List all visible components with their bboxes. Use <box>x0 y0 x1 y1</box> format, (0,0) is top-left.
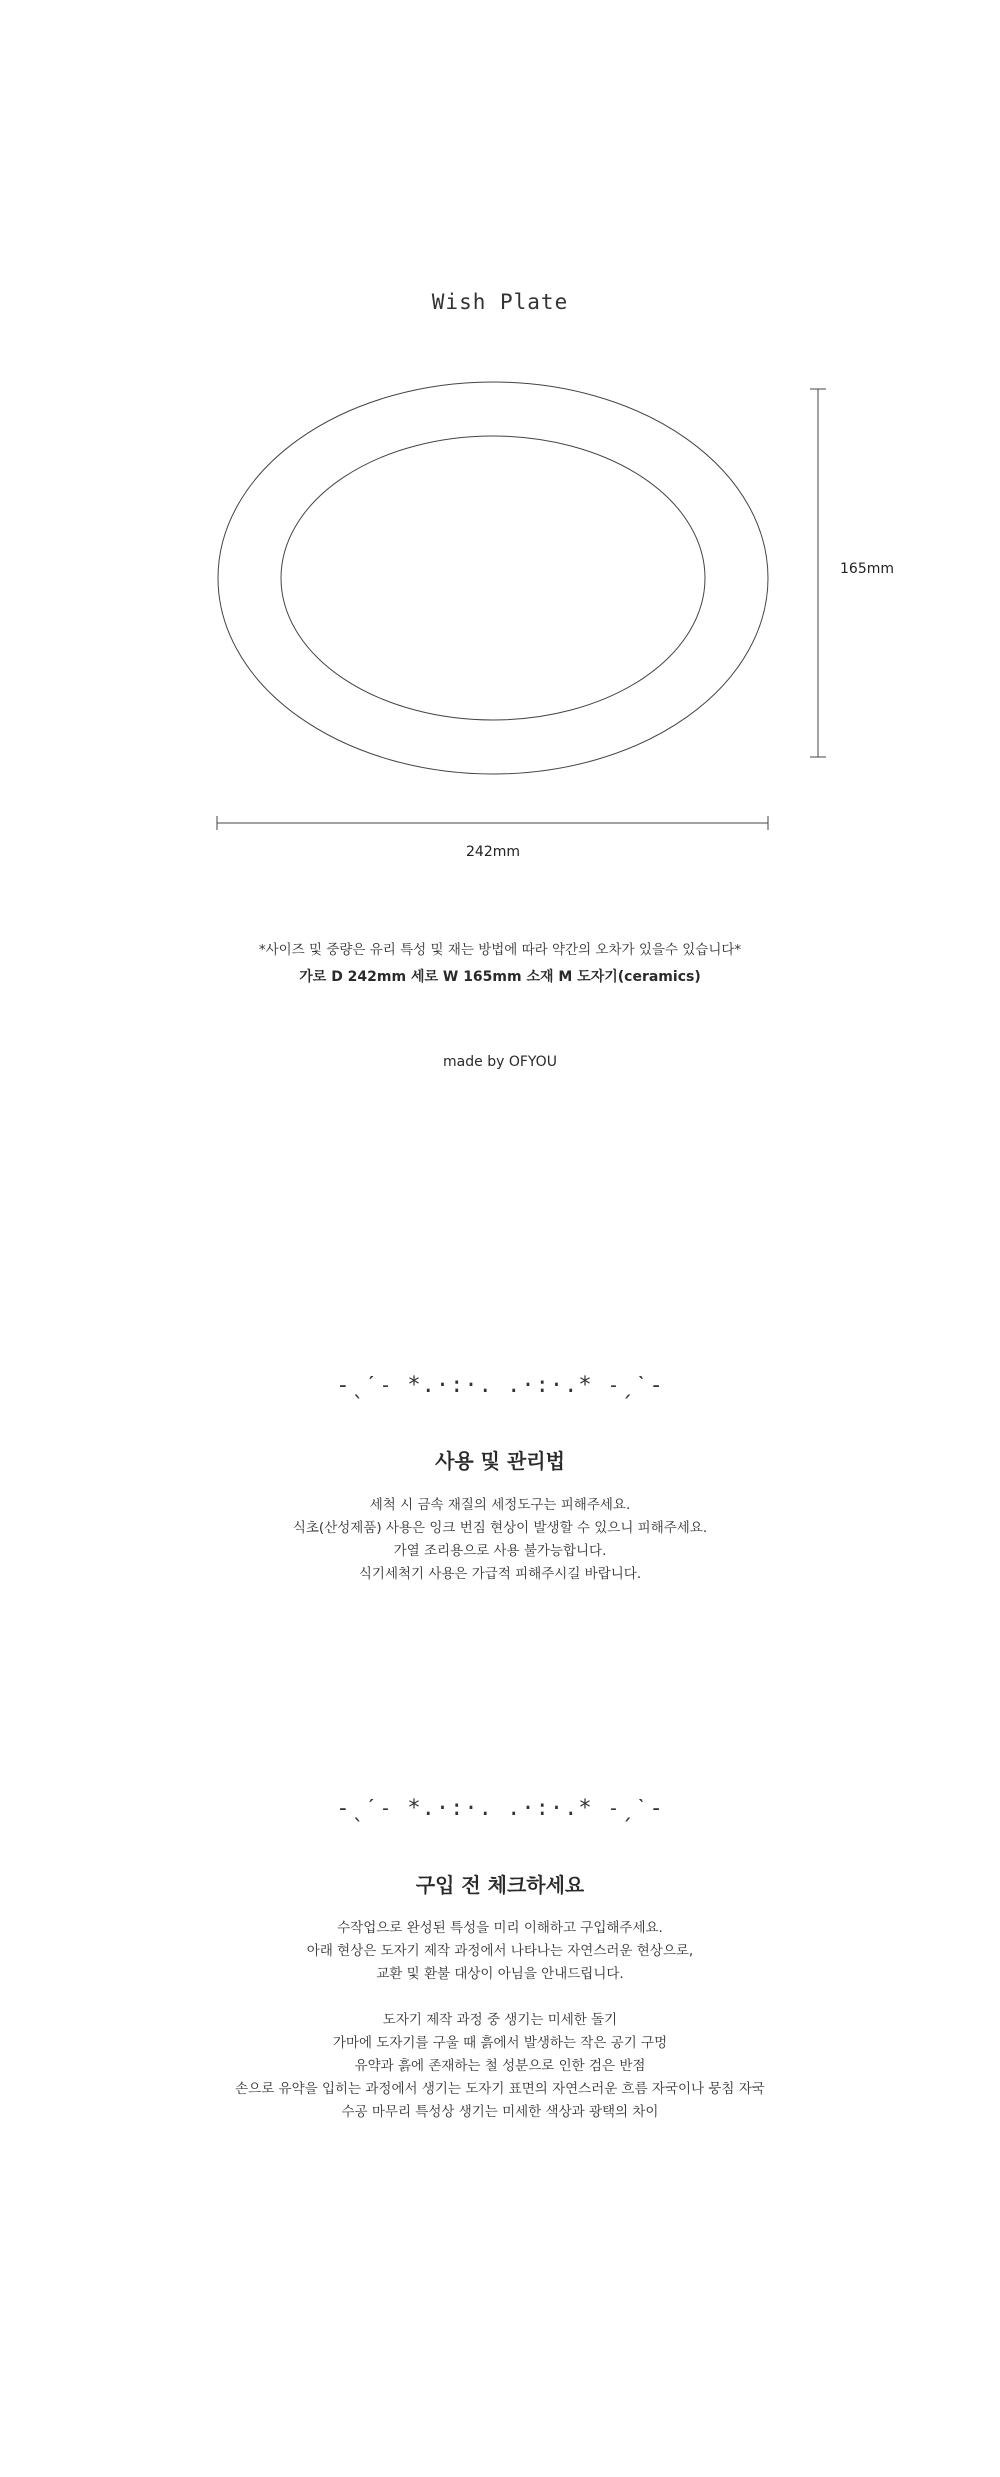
height-label: 165mm <box>840 561 894 577</box>
check-line: 도자기 제작 과정 중 생기는 미세한 돌기 <box>382 2012 618 2028</box>
check-line: 유약과 흙에 존재하는 철 성분으로 인한 검은 반점 <box>354 2058 646 2074</box>
care-instructions <box>0 1494 1000 1586</box>
check-line: 아래 현상은 도자기 제작 과정에서 나타나는 자연스러운 현상으로, <box>306 1943 694 1959</box>
check-line: 가마에 도자기를 구울 때 흙에서 발생하는 작은 공기 구멍 <box>332 2035 668 2051</box>
check-notes <box>0 1917 1000 2124</box>
spec-line: 가로 D 242mm 세로 W 165mm 소재 M 도자기(ceramics) <box>299 969 701 985</box>
plate-dimension-diagram <box>0 370 1000 860</box>
check-section-title: 구입 전 체크하세요 <box>415 1873 585 1897</box>
plate-inner-well <box>281 436 705 720</box>
check-line-spacer <box>0 1986 1000 2009</box>
height-dimension-line <box>810 389 826 757</box>
check-line: 교환 및 환불 대상이 아님을 안내드립니다. <box>376 1966 624 1982</box>
check-line: 수공 마무리 특성상 생기는 미세한 색상과 광택의 차이 <box>341 2104 659 2120</box>
check-line: 손으로 유약을 입히는 과정에서 생기는 도자기 표면의 자연스러운 흐름 자국이나 뭉침 자국 <box>235 2081 765 2097</box>
product-title: Wish Plate <box>431 290 569 314</box>
check-decoration: -ˎˊ˗ *.·:·. .·:·.* ˗ˏˋ- <box>336 1796 664 1821</box>
check-line: 수작업으로 완성된 특성을 미리 이해하고 구입해주세요. <box>337 1920 663 1936</box>
maker-credit: made by OFYOU <box>443 1054 557 1070</box>
width-dimension-line <box>217 816 768 830</box>
care-section-title: 사용 및 관리법 <box>435 1449 565 1473</box>
care-line: 세척 시 금속 재질의 세정도구는 피해주세요. <box>369 1497 631 1513</box>
care-decoration: -ˎˊ˗ *.·:·. .·:·.* ˗ˏˋ- <box>336 1373 664 1398</box>
width-label: 242mm <box>466 844 520 860</box>
plate-outer-rim <box>218 382 768 774</box>
care-line: 가열 조리용으로 사용 불가능합니다. <box>393 1543 607 1559</box>
care-line: 식초(산성제품) 사용은 잉크 번짐 현상이 발생할 수 있으니 피해주세요. <box>292 1520 708 1536</box>
size-tolerance-note: *사이즈 및 중량은 유리 특성 및 재는 방법에 따라 약간의 오차가 있을수 있습니다* <box>258 942 742 958</box>
care-line: 식기세척기 사용은 가급적 피해주시길 바랍니다. <box>358 1566 642 1582</box>
